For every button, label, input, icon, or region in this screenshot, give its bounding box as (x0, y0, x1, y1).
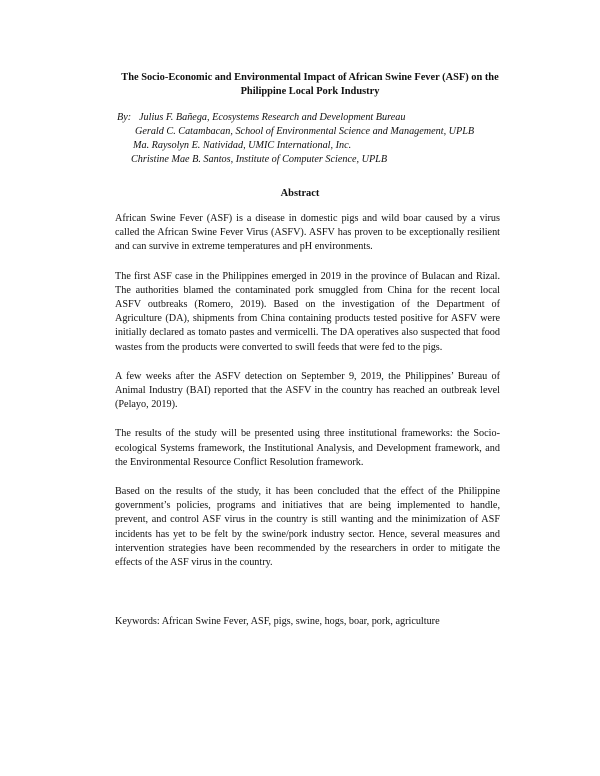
abstract-paragraph-3: A few weeks after the ASFV detection on September 9, 2019, the Philippines’ Bureau of Animal Industry (BAI) reported that the ASFV in the country has reached an outbreak level (Pelayo, 2019). (115, 370, 500, 411)
title-line-1: The Socio-Economic and Environmental Impact of African Swine Fever (ASF) on the (121, 72, 499, 83)
abstract-paragraph-4: The results of the study will be presented using three institutional frameworks: the Socio-ecological Systems framework, the Institutional Analysis, and Development framework, and the Environmental Resource Conflict Resolution framework. (115, 428, 500, 468)
abstract-heading: Abstract (280, 188, 320, 199)
keywords-line: Keywords: African Swine Fever, ASF, pigs, swine, hogs, boar, pork, agriculture (115, 616, 440, 627)
abstract-paragraph-2: The first ASF case in the Philippines emerged in 2019 in the province of Bulacan and Rizal. The authorities blamed the contaminated pork smuggled from China for the recent local ASFV outbreaks (Romero, 2019). Based on the investigation of the Department of Agriculture (DA), shipments from China containing products tested positive for ASFV were initially declared as tomato pastes and vermicelli. The DA operatives also suspected that food wastes from the products were converted to swill feeds that were fed to the pigs. (115, 270, 500, 353)
author-4: Christine Mae B. Santos, Institute of Computer Science, UPLB (131, 154, 388, 165)
abstract-paragraph-5: Based on the results of the study, it has been concluded that the effect of the Philippine government’s policies, programs and initiatives that are being implemented to handle, prevent, and control ASF virus in the country is still wanting and the minimization of ASF incidents has yet to be felt by the swine/pork industry sector. Hence, several measures and intervention strategies have been recommended by the researchers in order to mitigate the effects of the ASF virus in the country. (115, 486, 500, 569)
paper-title (110, 71, 510, 99)
author-2: Gerald C. Catambacan, School of Environmental Science and Management, UPLB (135, 126, 475, 137)
author-1: By: Julius F. Bañega, Ecosystems Research and Development Bureau (117, 112, 406, 123)
author-list (117, 111, 474, 167)
abstract-paragraph-1: African Swine Fever (ASF) is a disease in domestic pigs and wild boar caused by a virus called the African Swine Fever Virus (ASFV). ASFV has proven to be exceptionally resilient and can survive in extreme temperatures and pH environments. (115, 213, 500, 253)
abstract-body (115, 212, 500, 585)
by-label: By: (117, 112, 132, 123)
title-line-2: Philippine Local Pork Industry (240, 86, 380, 97)
author-3: Ma. Raysolyn E. Natividad, UMIC International, Inc. (133, 140, 352, 151)
